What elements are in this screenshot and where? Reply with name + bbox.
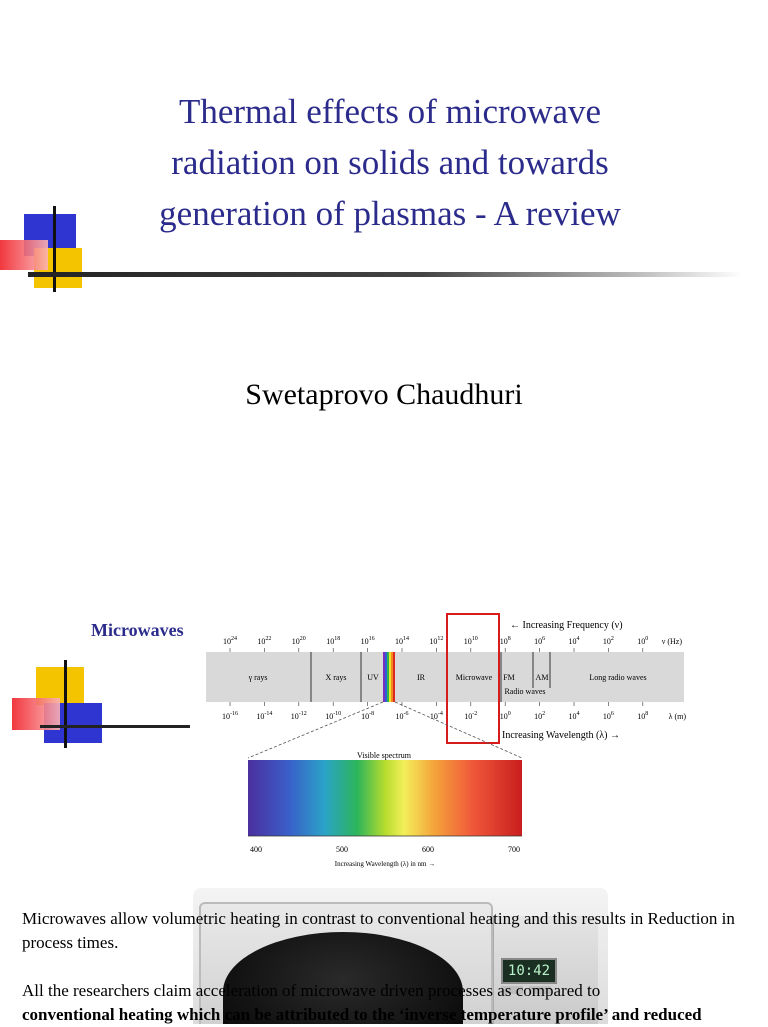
band-label: Microwave bbox=[455, 673, 493, 682]
frequency-tick: $10^{18}$ bbox=[326, 636, 341, 646]
visible-ticks bbox=[250, 845, 520, 854]
em-spectrum-svg bbox=[196, 608, 700, 880]
paragraph-volumetric-heating: Microwaves allow volumetric heating in contrast to conventional heating and this results in Reduction in process times. bbox=[22, 909, 735, 952]
frequency-tick: $10^{22}$ bbox=[257, 636, 272, 646]
wavelength-arrow-label: Increasing Wavelength (λ) → bbox=[502, 730, 620, 741]
wavelength-tick: $10^{-4}$ bbox=[429, 711, 443, 721]
frequency-tick: $10^{24}$ bbox=[223, 636, 237, 646]
band-label: Long radio waves bbox=[589, 673, 647, 682]
frequency-tick: $10^6$ bbox=[534, 636, 546, 646]
wavelength-tick: $10^2$ bbox=[534, 711, 546, 721]
wavelength-tick: $10^8$ bbox=[637, 711, 649, 721]
wavelength-tick: $10^6$ bbox=[602, 711, 614, 721]
frequency-tick: $10^4$ bbox=[568, 636, 580, 646]
wavelength-tick: $10^{-16}$ bbox=[222, 711, 238, 721]
author-name: Swetaprovo Chaudhuri bbox=[245, 378, 523, 411]
wavelength-unit: λ (m) bbox=[668, 712, 686, 721]
band-label: UV bbox=[367, 673, 379, 682]
frequency-unit: ν (Hz) bbox=[661, 637, 682, 646]
wavelength-tick: $10^{-6}$ bbox=[395, 711, 409, 721]
band-label: X rays bbox=[325, 673, 347, 682]
oven-display: 10:42 bbox=[501, 958, 557, 984]
visible-slice bbox=[383, 652, 395, 702]
title-line: radiation on solids and towards bbox=[171, 143, 609, 182]
title-line: generation of plasmas - A review bbox=[159, 194, 621, 233]
band-label: FM bbox=[503, 673, 515, 682]
wavelength-tick: $10^{-14}$ bbox=[256, 711, 273, 721]
visible-axis-label: Increasing Wavelength (λ) in nm → bbox=[334, 860, 436, 868]
slide-title bbox=[60, 86, 720, 239]
band-label: AM bbox=[535, 673, 549, 682]
band-label: Radio waves bbox=[504, 687, 546, 696]
frequency-tick: $10^2$ bbox=[602, 636, 614, 646]
paragraph-researchers-claim bbox=[22, 979, 762, 1027]
visible-tick-label: 600 bbox=[422, 845, 434, 854]
frequency-arrow-label: ← Increasing Frequency (ν) bbox=[510, 620, 623, 631]
wavelength-tick: $10^{-12}$ bbox=[290, 711, 307, 721]
frequency-tick: $10^{14}$ bbox=[395, 636, 409, 646]
wavelength-tick: $10^{-2}$ bbox=[464, 711, 478, 721]
wavelength-tick: $10^{-8}$ bbox=[361, 711, 375, 721]
visible-tick-label: 700 bbox=[508, 845, 520, 854]
band-label: γ rays bbox=[248, 673, 268, 682]
visible-tick-label: 500 bbox=[336, 845, 348, 854]
visible-tick-label: 400 bbox=[250, 845, 262, 854]
body-text bbox=[22, 907, 762, 1027]
visible-spectrum-label: Visible spectrum bbox=[357, 751, 411, 760]
wavelength-tick: $10^4$ bbox=[568, 711, 580, 721]
wavelength-ticks bbox=[222, 702, 648, 721]
wavelength-tick: $10^0$ bbox=[499, 711, 511, 721]
visible-spectrum-bar bbox=[248, 760, 522, 836]
paragraph-bold: conventional heating which can be attributed to the ‘inverse temperature profile’ and reduced bbox=[22, 1005, 702, 1024]
title-line: Thermal effects of microwave bbox=[178, 92, 602, 131]
frequency-tick: $10^8$ bbox=[499, 636, 511, 646]
band-label: IR bbox=[417, 673, 425, 682]
frequency-tick: $10^{10}$ bbox=[463, 636, 478, 646]
frequency-tick: $10^{12}$ bbox=[429, 636, 444, 646]
frequency-ticks bbox=[223, 636, 648, 652]
section-label: Microwaves bbox=[91, 620, 184, 640]
paragraph-start: All the researchers claim acceleration of microwave driven processes as compared to bbox=[22, 981, 601, 1000]
em-spectrum-figure bbox=[196, 608, 700, 880]
frequency-tick: $10^{20}$ bbox=[291, 636, 306, 646]
wavelength-tick: $10^{-10}$ bbox=[325, 711, 342, 721]
frequency-tick: $10^{16}$ bbox=[360, 636, 375, 646]
frequency-tick: $10^0$ bbox=[637, 636, 649, 646]
